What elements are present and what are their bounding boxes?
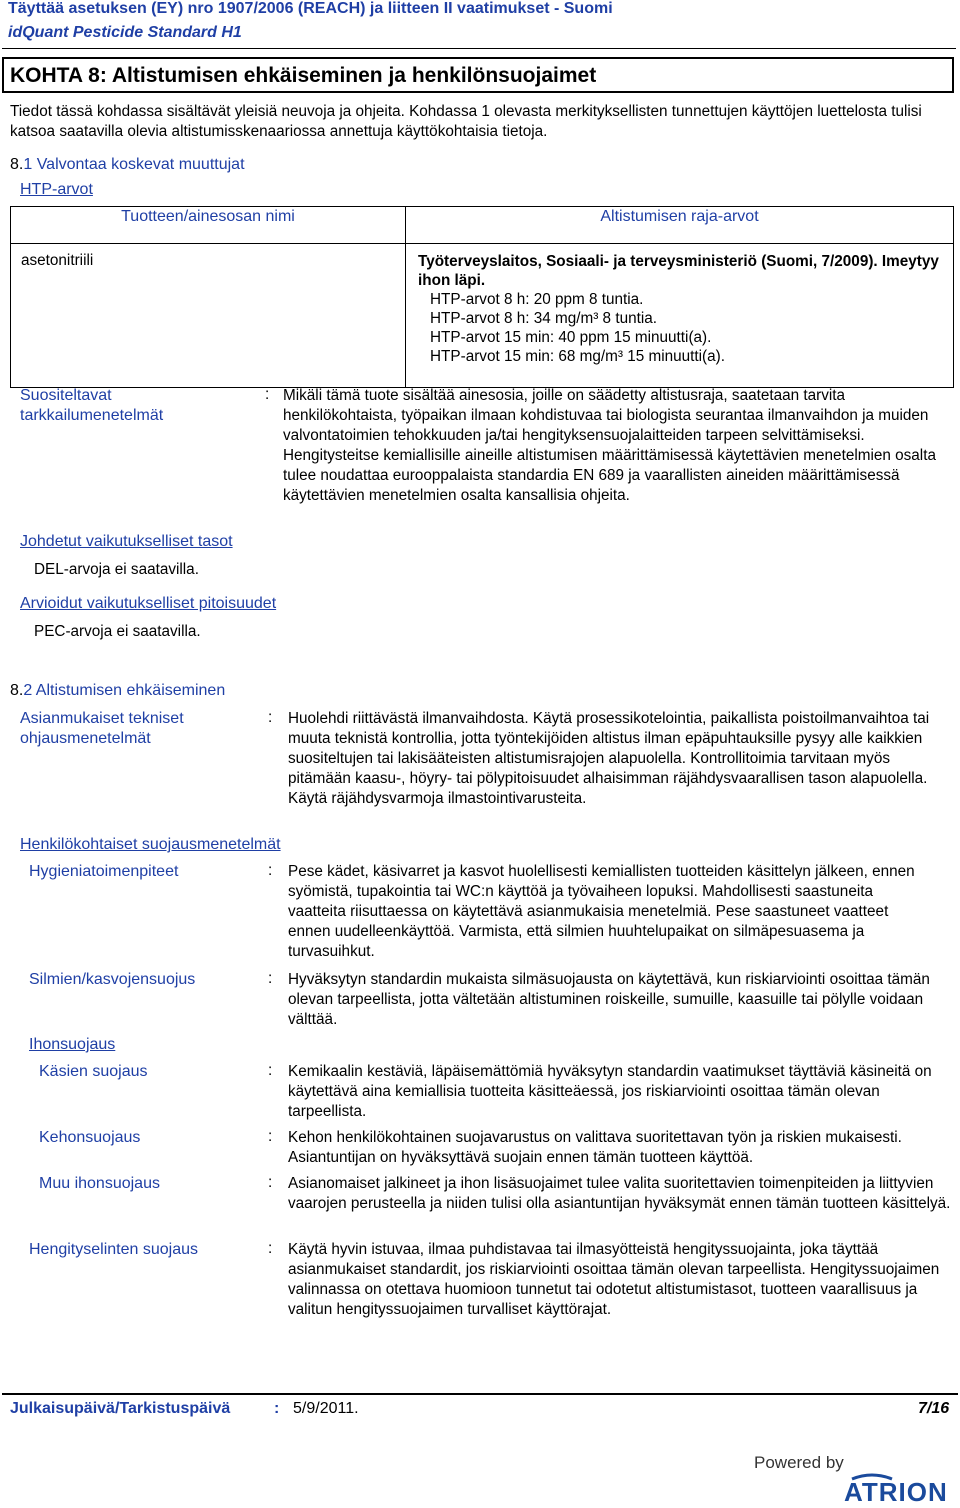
colon: : [268,862,273,879]
subsection-8-1-title: 1 Valvontaa koskevat muuttujat [23,156,245,173]
issue-date-label: Julkaisupäivä/Tarkistuspäivä [10,1400,231,1417]
hand-protection-label: Käsien suojaus [39,1063,148,1080]
del-text: DEL-arvoja ei saatavilla. [34,561,199,578]
hygiene-text: Pese kädet, käsivarret ja kasvot huolellisesti kemiallisten tuotteiden käsittelyn jälkeen, ennen syömistä, tupakointia tai WC:n käyttöä ja työvaiheen lopuksi. Mahdollisesti saastuneita vaatteita riisuttaessa on käytettävä asianmukaisia menetelmiä. Pese saastuneet vaatteet ennen uudelleenkäyttöä. Varmista, että silmien huuhtelupaikat on silmäpesuasema ja turvasuihkut. [288,863,915,960]
exposure-limits-table [10,206,954,388]
skin-protection-heading: Ihonsuojaus [29,1036,116,1053]
limits-source: Työterveyslaitos, Sosiaali- ja terveysministeriö (Suomi, 7/2009). Imeytyy ihon läpi. [418,253,939,289]
colon: : [265,386,270,403]
colon: : [268,1128,273,1145]
colon: : [268,1240,273,1257]
limits-cell [406,244,954,388]
table-header-limits: Altistumisen raja-arvot [406,207,954,244]
monitoring-label: Suositeltavat tarkkailumenetelmät [20,387,164,424]
eye-protection-label: Silmien/kasvojensuojus [29,971,196,988]
section-title: KOHTA 8: Altistumisen ehkäiseminen ja henkilönsuojaimet [10,64,597,87]
table-header-substance: Tuotteen/ainesosan nimi [11,207,406,244]
footer-divider [2,1393,958,1395]
hygiene-label: Hygieniatoimenpiteet [29,863,179,880]
pec-text: PEC-arvoja ei saatavilla. [34,623,201,640]
document-header-regulation: Täyttää asetuksen (EY) nro 1907/2006 (REACH) ja liitteen II vaatimukset - Suomi [8,0,613,17]
header-divider [2,48,956,49]
issue-date: 5/9/2011. [293,1400,359,1417]
body-protection-label: Kehonsuojaus [39,1129,141,1146]
ppe-heading: Henkilökohtaiset suojausmenetelmät [20,836,281,853]
subsection-8-2-number: 8. [10,682,24,699]
product-name: idQuant Pesticide Standard H1 [8,24,242,41]
limit-line: HTP-arvot 8 h: 20 ppm 8 tuntia. [430,291,644,308]
other-skin-protection-text: Asianomaiset jalkineet ja ihon lisäsuojaimet tulee valita suoritettavien toimenpiteiden ja liittyvien vaarojen perusteella ja niiden tulisi olla asiantuntijan hyväksymät ennen tämän tuotteen käsittelyä. [288,1175,951,1212]
hand-protection-text: Kemikaalin kestäviä, läpäisemättömiä hyväksytyn standardin vaatimukset täyttäviä käsineitä on käytettävä aina kemiallisia tuotteita käsitteäessä, jos riskiarviointi osoittaa tämän olevan tarpeellista. [288,1063,932,1120]
substance-name: asetonitriili [11,244,406,388]
colon: : [268,709,273,726]
subsection-8-1-heading [10,156,245,174]
colon: : [268,970,273,987]
atrion-logo [752,1453,957,1507]
colon: : [268,1062,273,1079]
subsection-8-1-number: 8. [10,156,24,173]
del-heading: Johdetut vaikutukselliset tasot [20,533,233,550]
pec-heading: Arvioidut vaikutukselliset pitoisuudet [20,595,277,612]
limit-line: HTP-arvot 15 min: 68 mg/m³ 15 minuutti(a). [430,348,725,365]
limit-line: HTP-arvot 15 min: 40 ppm 15 minuutti(a). [430,329,712,346]
eye-protection-text: Hyväksytyn standardin mukaista silmäsuojausta on käytettävä, kun riskiarviointi osoittaa tämän olevan tarpeellista, jotta vältetään altistuminen roiskeille, sumuille, kaasuille tai pölylle voidaan välttää. [288,971,930,1028]
respiratory-protection-label: Hengityselinten suojaus [29,1241,198,1258]
atrion-brand: ATRION [844,1477,948,1507]
page-number: 7/16 [918,1400,950,1417]
htp-heading: HTP-arvot [20,181,93,198]
monitoring-text: Mikäli tämä tuote sisältää ainesosia, joille on säädetty altistusraja, saatetaan tarvita henkilökohtaista, työpaikan ilmaan kohdistuvaa tai biologista seurantaa ilmanvaihdon ja muiden valvontatoimien tehokkuuden ja/tai hengityksensuojalaitteiden tarpeen selvittämiseksi. Hengitysteitse kemiallisille aineille altistumisen määrittämisessä käytettävien menetelmien osalta tulee noudattaa eurooppalaista standardia EN 689 ja vaarallisten aineiden määrittämisessä käytettävien menetelmien osalta kansallisia ohjeita. [283,387,936,504]
subsection-8-2-title: 2 Altistumisen ehkäiseminen [23,682,226,699]
respiratory-protection-text: Käytä hyvin istuvaa, ilmaa puhdistavaa tai ilmasyötteistä hengityssuojainta, joka täyttää asianmukaiset standardit, jos riskiarviointi osoittaa tämän olevan tarpeellista. Hengityssuojaimen valinnassa on otettava huomioon tunnetut tai odotetut altistumistasot, tuotteen vaarallisuus ja valitun hengityssuojaimen turvalliset käyttörajat. [288,1241,940,1318]
engineering-controls-text: Huolehdi riittävästä ilmanvaihdosta. Käytä prosessikotelointia, paikallista poistoilmanvaihtoa tai muuta teknistä kontrollia, jotta työntekijöiden altistus ilman epäpuhtauksille pysyy alle kaikkien suositeltujen tai lakisääteisten altistumisrajojen alapuolella. Kontrollitoimia tarvitaan myös pitämään kaasu-, höyry- tai pölypitoisuudet alhaisimman räjähdysvaarallisen tason alapuolella. Käytä räjähdysvarmoja ilmastointivarusteita. [288,710,930,807]
colon: : [268,1174,273,1191]
engineering-controls-label: Asianmukaiset tekniset ohjausmenetelmät [20,710,184,747]
powered-by-text: Powered by [754,1453,844,1472]
section-intro: Tiedot tässä kohdassa sisältävät yleisiä neuvoja ja ohjeita. Kohdassa 1 olevasta merkityksellisten tunnettujen käyttöjen luettelosta tulisi katsoa saatavilla olevia altistumisskenaariossa annettuja käyttökohtaisia tietoja. [10,103,922,140]
limit-line: HTP-arvot 8 h: 34 mg/m³ 8 tuntia. [430,310,657,327]
body-protection-text: Kehon henkilökohtainen suojavarustus on valittava suoritettavan työn ja riskien mukaisesti. Asiantuntijan on hyväksyttävä suojain ennen tämän tuotteen käyttöä. [288,1129,902,1166]
subsection-8-2-heading [10,682,225,700]
colon: : [274,1400,280,1417]
other-skin-protection-label: Muu ihonsuojaus [39,1175,160,1192]
